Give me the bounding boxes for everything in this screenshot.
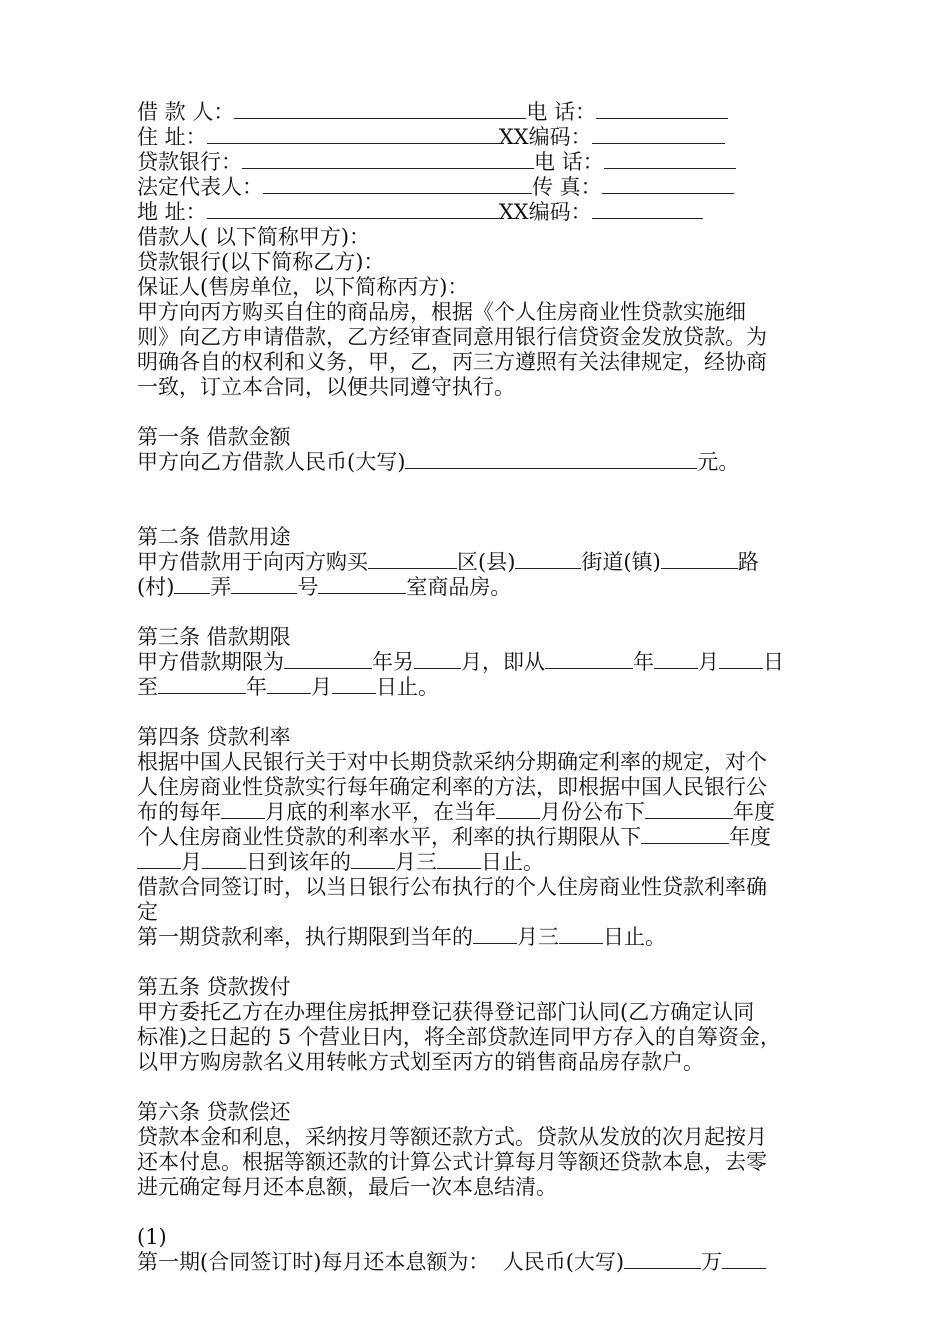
- blank: [559, 925, 603, 944]
- article-4-line: [137, 825, 771, 850]
- article-4-text: 个人住房商业性贷款的利率水平，利率的执行期限从下: [137, 825, 641, 849]
- article-3-text: 年: [633, 650, 654, 674]
- article-2-title: 第二条 借款用途: [137, 525, 291, 549]
- article-4-text: 月: [181, 850, 202, 874]
- blank: [437, 850, 481, 869]
- article-4-line: 根据中国人民银行关于对中长期贷款采纳分期确定利率的规定，对个: [137, 750, 767, 774]
- address-blank: [207, 125, 499, 144]
- article-3-text: 至: [137, 675, 158, 699]
- article-2-text: (村): [137, 575, 175, 599]
- article-6-text: 第一期(合同签订时)每月还本息额为： 人民币(大写): [137, 1250, 625, 1274]
- address-row: [137, 125, 725, 150]
- address2-label: 地 址：: [137, 200, 207, 224]
- bank-phone-blank: [604, 150, 736, 169]
- article-5-line: 标准)之日起的 5 个营业日内，将全部贷款连同甲方存入的自筹资金，: [137, 1025, 781, 1049]
- article-4-text: 日止。: [481, 850, 544, 874]
- blank: [661, 550, 738, 569]
- article-2-text: 街道(镇): [581, 550, 661, 574]
- blank: [645, 800, 733, 819]
- blank: [332, 675, 376, 694]
- fax-label: 传 真：: [532, 175, 602, 199]
- blank: [284, 650, 372, 669]
- blank: [624, 1250, 701, 1269]
- article-1-line: [137, 450, 739, 475]
- article-2-text: 室商品房。: [406, 575, 512, 599]
- intro-line: 明确各自的权利和义务，甲，乙，丙三方遵照有关法律规定，经协商: [137, 350, 767, 374]
- article-1-text: 甲方向乙方借款人民币(大写): [137, 450, 406, 474]
- article-6-line: 还本付息。根据等额还款的计算公式计算每月等额还贷款本息，去零: [137, 1150, 767, 1174]
- article-5-title: 第五条 贷款拨付: [137, 975, 291, 999]
- blank: [137, 850, 181, 869]
- blank: [368, 550, 457, 569]
- blank: [473, 925, 517, 944]
- party-a: 借款人( 以下简称甲方)：: [137, 225, 371, 249]
- legal-rep-label: 法定代表人：: [137, 175, 263, 199]
- article-4-text: 月三: [395, 850, 437, 874]
- article-2-text: 路: [737, 550, 759, 574]
- article-6-line: [137, 1250, 766, 1275]
- bank-label: 贷款银行：: [137, 150, 242, 174]
- blank: [174, 575, 210, 594]
- item-number: (1): [137, 1225, 167, 1249]
- article-4-text: 第一期贷款利率，执行期限到当年的: [137, 925, 473, 949]
- party-b: 贷款银行(以下简称乙方)：: [137, 250, 385, 274]
- article-4-line: [137, 850, 544, 875]
- article-5-line: 以甲方购房款名义用转帐方式划至丙方的销售商品房存款户。: [137, 1050, 704, 1074]
- address2-blank: [207, 200, 499, 219]
- phone-blank: [596, 100, 728, 119]
- article-4-title: 第四条 贷款利率: [137, 725, 291, 749]
- intro-line: 一致，订立本合同，以便共同遵守执行。: [137, 375, 515, 399]
- bank-row: [137, 150, 736, 175]
- article-4-text: 日到该年的: [246, 850, 351, 874]
- article-2-text: 号: [297, 575, 319, 599]
- article-6-line: 贷款本金和利息，采纳按月等额还款方式。贷款从发放的次月起按月: [137, 1125, 767, 1149]
- article-3-text: 月，即从: [461, 650, 545, 674]
- article-3-text: 年另: [372, 650, 414, 674]
- article-4-text: 年度: [729, 825, 771, 849]
- intro-line: 甲方向丙方购买自住的商品房，根据《个人住房商业性贷款实施细: [137, 300, 746, 324]
- blank: [202, 850, 246, 869]
- borrower-row: [137, 100, 728, 125]
- blank: [267, 675, 311, 694]
- blank: [641, 825, 729, 844]
- article-3-text: 日止。: [376, 675, 439, 699]
- article-3-line: [137, 650, 784, 675]
- article-6-text: 万: [701, 1250, 723, 1274]
- article-4-text: 年度: [733, 800, 775, 824]
- fax-blank: [602, 175, 734, 194]
- borrower-blank: [234, 100, 526, 119]
- bank-phone-label: 电 话：: [534, 150, 604, 174]
- blank: [231, 575, 297, 594]
- blank: [722, 1250, 766, 1269]
- blank: [496, 800, 540, 819]
- article-4-text: 日止。: [603, 925, 666, 949]
- postcode-label: XX编码：: [498, 125, 592, 149]
- article-1-unit: 元。: [697, 450, 740, 474]
- article-2-line: [137, 575, 511, 600]
- article-4-line: 定: [137, 900, 158, 924]
- article-3-text: 月: [698, 650, 719, 674]
- legal-rep-blank: [263, 175, 532, 194]
- article-3-text: 日: [763, 650, 784, 674]
- article-5-line: 甲方委托乙方在办理住房抵押登记获得登记部门认同(乙方确定认同: [137, 1000, 755, 1024]
- postcode2-blank: [592, 200, 703, 219]
- blank: [221, 800, 265, 819]
- article-4-text: 月底的利率水平，在当年: [265, 800, 496, 824]
- intro-line: 则》向乙方申请借款，乙方经审查同意用银行信贷资金发放贷款。为: [137, 325, 767, 349]
- phone-label: 电 话：: [526, 100, 597, 124]
- article-2-text: 甲方借款用于向丙方购买: [137, 550, 368, 574]
- postcode-blank: [592, 125, 725, 144]
- postcode2-label: XX编码：: [498, 200, 592, 224]
- article-2-line: [137, 550, 759, 575]
- article-4-line: 借款合同签订时，以当日银行公布执行的个人住房商业性贷款利率确: [137, 875, 767, 899]
- article-2-text: 区(县): [457, 550, 516, 574]
- article-3-title: 第三条 借款期限: [137, 625, 291, 649]
- bank-blank: [242, 150, 534, 169]
- article-4-text: 月份公布下: [540, 800, 645, 824]
- address-label: 住 址：: [137, 125, 207, 149]
- article-4-text: 月三: [517, 925, 559, 949]
- article-4-line: 人住房商业性贷款实行每年确定利率的方法，即根据中国人民银行公: [137, 775, 767, 799]
- blank: [351, 850, 395, 869]
- address2-row: [137, 200, 703, 225]
- article-4-text: 布的每年: [137, 800, 221, 824]
- article-4-line: [137, 925, 666, 950]
- blank: [654, 650, 698, 669]
- article-6-line: 进元确定每月还本息额，最后一次本息结清。: [137, 1175, 557, 1199]
- article-3-text: 月: [311, 675, 332, 699]
- legal-rep-row: [137, 175, 734, 200]
- amount-blank: [405, 450, 697, 469]
- article-6-title: 第六条 贷款偿还: [137, 1100, 291, 1124]
- article-3-line: [137, 675, 439, 700]
- borrower-label: 借 款 人：: [137, 100, 235, 124]
- blank: [719, 650, 763, 669]
- party-c: 保证人(售房单位，以下简称丙方)：: [137, 275, 469, 299]
- article-3-text: 年: [246, 675, 267, 699]
- article-4-line: [137, 800, 775, 825]
- article-1-title: 第一条 借款金额: [137, 425, 291, 449]
- blank: [515, 550, 581, 569]
- blank: [158, 675, 246, 694]
- blank: [414, 650, 461, 669]
- blank: [545, 650, 633, 669]
- article-2-text: 弄: [210, 575, 232, 599]
- article-3-text: 甲方借款期限为: [137, 650, 284, 674]
- blank: [318, 575, 406, 594]
